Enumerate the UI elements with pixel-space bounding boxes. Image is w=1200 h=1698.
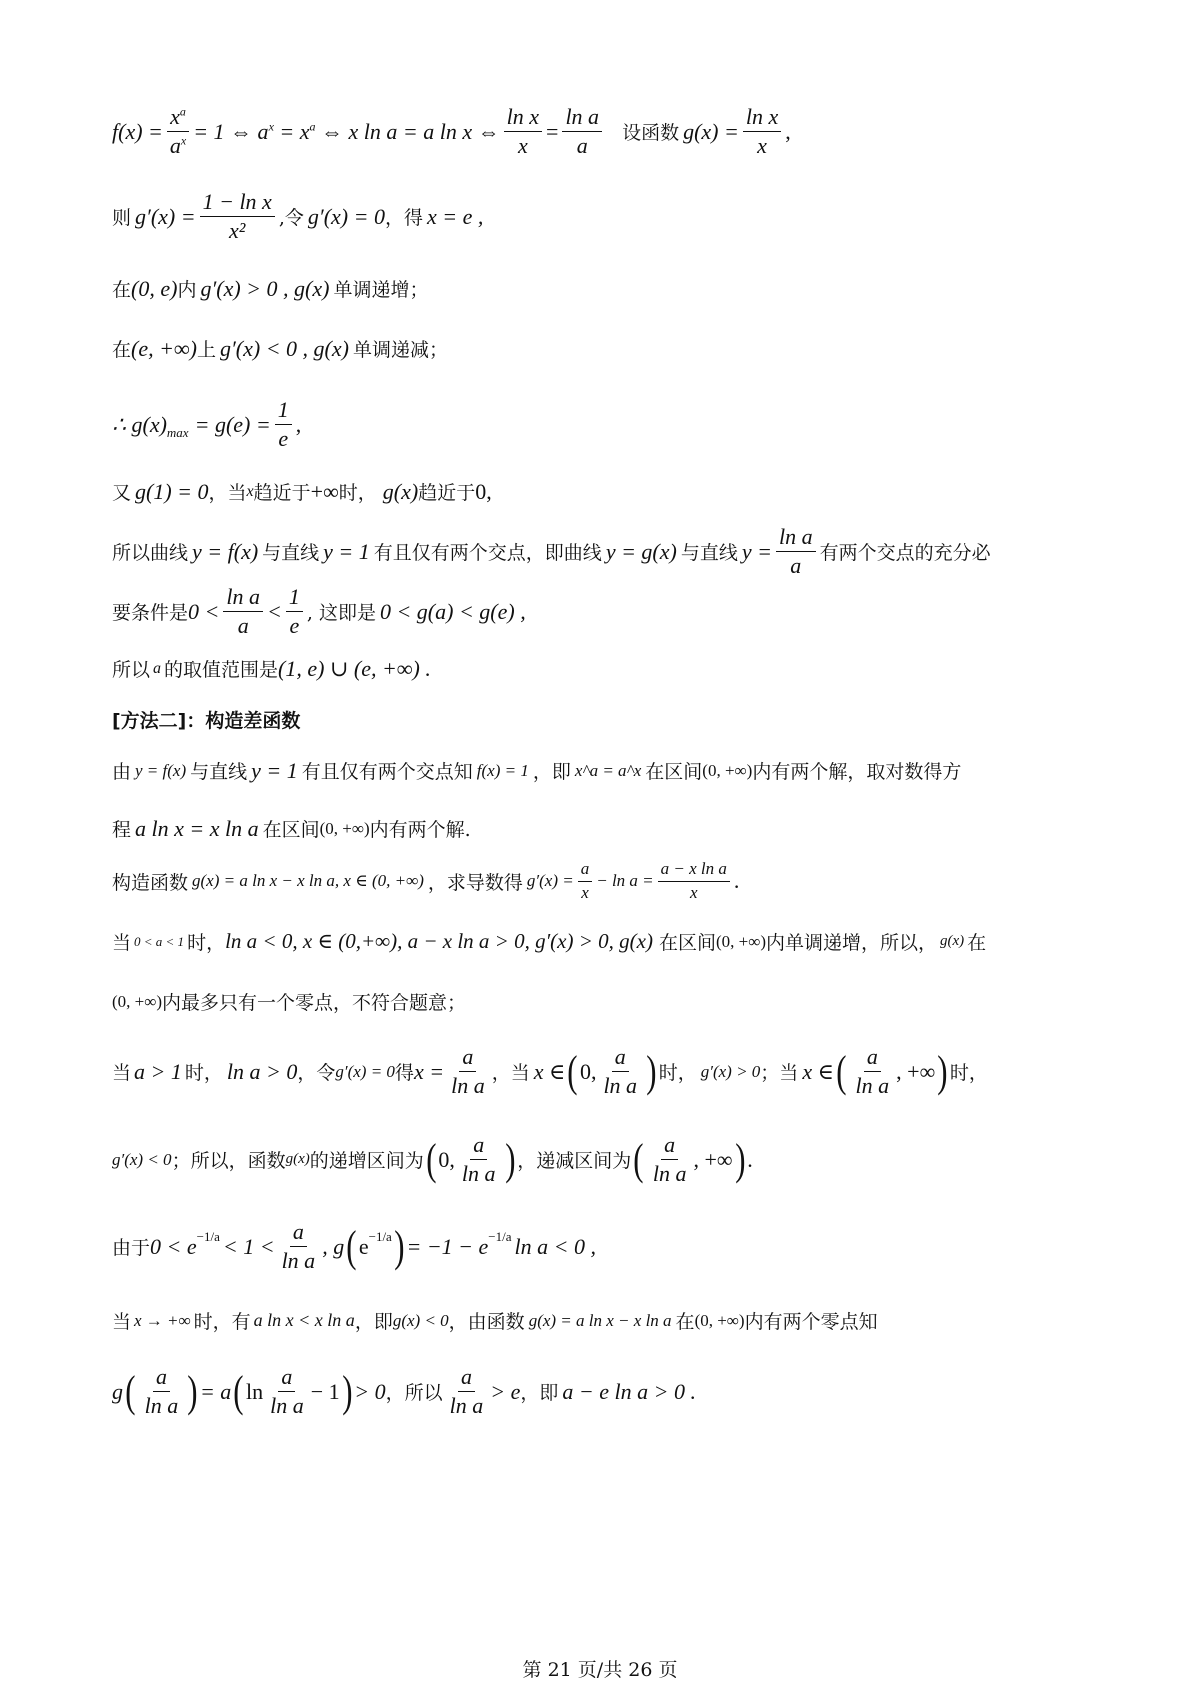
text-when: ，当	[208, 482, 247, 504]
frac-numerator: a	[290, 1220, 307, 1247]
interval-start: 0,	[438, 1146, 455, 1172]
y-1: y = 1	[251, 757, 298, 783]
g-definition: g(x) =	[683, 118, 739, 144]
text-so: ，所以	[385, 1382, 443, 1405]
frac-denominator: ln a	[855, 1073, 890, 1099]
greater-zero: > 0	[354, 1378, 386, 1404]
text-when: 当	[112, 1062, 132, 1085]
fraction-a-x	[578, 860, 593, 902]
text-condition-is: 要条件是	[112, 602, 189, 625]
text-also: 又	[112, 482, 132, 504]
right-paren: )	[394, 1222, 405, 1272]
fraction-lna-a	[223, 585, 263, 638]
gprime-positive: g′(x) > 0	[700, 1061, 761, 1081]
text-ie: ，即	[520, 1382, 559, 1405]
left-paren: (	[346, 1222, 357, 1272]
left-paren: (	[836, 1047, 847, 1097]
right-paren: )	[341, 1367, 353, 1417]
text-with-line: 与直线	[262, 542, 320, 565]
frac-denominator: x	[517, 133, 528, 159]
line-6	[112, 478, 1102, 505]
interval: (0, +∞)	[319, 818, 370, 838]
text-know: 有且仅有两个交点知	[301, 761, 473, 783]
text-when: ，当	[491, 1062, 530, 1085]
frac-denominator: e	[289, 613, 300, 639]
text-time: 时，	[658, 1062, 697, 1085]
period: .	[747, 1146, 753, 1172]
frac-numerator: a	[612, 1045, 629, 1072]
frac-denominator: x	[690, 882, 698, 902]
x-in: x ∈	[802, 1058, 834, 1084]
line-8	[112, 585, 1102, 638]
right-paren: )	[937, 1047, 948, 1097]
log-equation: a ln x = x ln a	[135, 815, 259, 841]
fraction-a-lna	[853, 1045, 893, 1098]
text-so-curve: 所以曲线	[112, 542, 189, 565]
text-two-solutions: 内有两个解.	[369, 819, 471, 841]
minus-one: − 1	[310, 1378, 340, 1404]
right-paren: )	[734, 1135, 746, 1185]
left-paren: (	[567, 1047, 578, 1097]
frac-numerator: 1	[286, 585, 303, 612]
text-ie: ，即	[532, 761, 571, 783]
equation-chain: = 1 ⇔ $a^x = x^a$ ⇔ x ln a = a ln x ⇔	[193, 118, 500, 144]
gprime: g′(x) =	[526, 871, 574, 891]
interval-end: , +∞	[693, 1146, 733, 1172]
text-get: ，得	[384, 207, 423, 230]
greater-e: > e	[490, 1378, 521, 1404]
frac-numerator: a	[578, 860, 593, 882]
text-in-interval: 在区间	[262, 819, 320, 841]
exponent: −1/a	[368, 1228, 392, 1244]
fraction-derivative	[200, 190, 275, 243]
exponent: −1/a	[196, 1228, 220, 1244]
text-time: 时，	[187, 932, 226, 954]
period: .	[733, 868, 740, 894]
text-within: 内	[177, 279, 197, 301]
conditions: ln a < 0, x ∈ (0,+∞), a − x ln a > 0, g′(x) > 0, g(x)	[225, 929, 653, 953]
left-paren: (	[633, 1135, 644, 1185]
text-time: 时，	[338, 482, 377, 504]
frac-numerator: a	[458, 1365, 475, 1392]
equals-a: = a	[199, 1378, 232, 1404]
frac-numerator: a	[153, 1365, 170, 1392]
interval: (0, +∞)	[694, 1310, 745, 1330]
x-equals: x =	[413, 1058, 445, 1084]
frac-denominator: a	[790, 553, 802, 579]
equals-ge: = g(e) =	[194, 411, 271, 437]
frac-numerator: 1 − ln x	[200, 190, 275, 217]
comma: ,	[486, 478, 492, 504]
fraction-combined	[658, 860, 730, 902]
left-paren: (	[233, 1367, 244, 1417]
fraction-a-lna	[142, 1365, 182, 1418]
text-increasing-interval: 的递增区间为	[309, 1150, 424, 1173]
line-12	[112, 815, 1102, 842]
frac-numerator: a − x ln a	[658, 860, 730, 882]
equals-sign: =	[546, 118, 559, 144]
range-answer: (1, e) ∪ (e, +∞) .	[278, 655, 431, 681]
text-in-interval: 在区间	[645, 761, 703, 783]
y-equals: y =	[741, 538, 772, 564]
frac-numerator: a	[470, 1133, 487, 1160]
fraction-lnx-x-2	[743, 105, 781, 158]
frac-denominator: ln a	[144, 1393, 179, 1419]
text-let: ,令	[278, 207, 304, 230]
y-fx: y = f(x)	[192, 538, 259, 564]
text-let: ，令	[297, 1062, 336, 1085]
text-tends-to: 趋近于	[253, 482, 311, 504]
frac-numerator: a	[459, 1045, 476, 1072]
text-when: ；当	[760, 1062, 799, 1085]
fraction-1-e	[286, 585, 303, 638]
comma: ,	[295, 411, 302, 437]
gprime-negative: g′(x) < 0	[112, 1149, 172, 1169]
f-definition: f(x) =	[112, 118, 163, 144]
text-have: 时，有	[193, 1311, 251, 1333]
line-3	[112, 275, 1102, 302]
xa-ax: x^a = a^x	[574, 760, 642, 780]
x-to-infinity: x → +∞	[134, 1310, 191, 1330]
frac-denominator: ln a	[652, 1161, 687, 1187]
line-1	[112, 105, 1102, 158]
condition: g′(x) > 0 , g(x)	[200, 275, 330, 301]
condition: g′(x) < 0 , g(x)	[219, 335, 349, 361]
frac-denominator: x	[757, 133, 767, 159]
text-ie: ，即	[354, 1311, 393, 1333]
frac-numerator: ln x	[743, 105, 781, 132]
interval-end: , +∞	[896, 1058, 936, 1084]
text-on: 上	[196, 339, 216, 361]
x-in: x ∈	[533, 1058, 566, 1084]
text-so: 所以	[112, 659, 151, 681]
page-footer: 第 21 页/共 26 页	[522, 1659, 678, 1681]
text-two-solutions: 内有两个解，取对数得方	[752, 761, 962, 783]
fraction-lna-a	[562, 105, 602, 158]
plus-infinity: +∞	[310, 478, 339, 504]
text-with-line: 与直线	[190, 761, 248, 783]
y-1: y = 1	[323, 538, 370, 564]
frac-denominator: a	[237, 613, 249, 639]
zero-less: 0 <	[188, 598, 220, 624]
text-decreasing-interval: ，递减区间为	[517, 1150, 632, 1173]
fx-1: f(x) = 1	[476, 760, 529, 780]
text-in-interval: 在区间	[658, 932, 716, 954]
fraction-xa-ax: $\frac{x^a}{a^x}$	[167, 105, 189, 158]
line-16	[112, 1045, 1102, 1098]
gx: g(x)	[382, 478, 419, 504]
text-increasing: 单调递增；	[333, 279, 429, 301]
text-get: 得	[394, 1062, 414, 1085]
interval-start: 0,	[579, 1058, 597, 1084]
g-definition: g(x) = a ln x − x ln a	[528, 1310, 672, 1330]
text-range-is: 的取值范围是	[164, 659, 279, 681]
interval: (0, +∞)	[715, 931, 766, 951]
text-so-function: ；所以，函数	[171, 1150, 286, 1173]
frac-numerator: ln x	[504, 105, 542, 132]
line-9	[112, 655, 1102, 682]
final-inequality: a − e ln a > 0 .	[562, 1378, 696, 1404]
frac-numerator: a	[278, 1365, 295, 1392]
fraction-1-e	[275, 398, 292, 451]
fraction-a-lna	[267, 1365, 307, 1418]
right-paren: )	[187, 1367, 198, 1417]
text-equation: 程	[112, 819, 132, 841]
text-two-intersections: 有且仅有两个交点，即曲线	[373, 542, 602, 565]
frac-numerator: a	[661, 1133, 678, 1160]
y-gx: y = g(x)	[605, 538, 677, 564]
text-then: 则	[112, 207, 132, 230]
frac-denominator: e	[278, 426, 289, 452]
frac-denominator: ln a	[449, 1393, 484, 1419]
line-17	[112, 1133, 1102, 1186]
text-sufficient: 有两个交点的充分必	[819, 542, 991, 565]
fraction-a-lna	[459, 1133, 499, 1186]
frac-denominator: ln a	[281, 1248, 316, 1274]
text-time: 时，	[949, 1062, 988, 1085]
text-in: 在	[112, 339, 132, 361]
gx: g(x)	[285, 1151, 310, 1168]
line-11	[112, 757, 1102, 784]
minus-lna: − ln a =	[596, 871, 654, 891]
interval: (0, +∞)	[112, 991, 163, 1011]
g: g	[112, 1378, 123, 1404]
fraction-a-lna	[279, 1220, 319, 1273]
text-at: 在	[967, 932, 987, 954]
text-derivative: ，求导数得	[427, 871, 523, 894]
line-4	[112, 335, 1102, 362]
text-construct: 构造函数	[112, 871, 189, 894]
text-in: 在	[112, 279, 132, 301]
subscript-max: max	[166, 424, 189, 440]
zero-less-e: 0 < e	[150, 1233, 197, 1259]
right-paren: )	[646, 1047, 657, 1097]
text-since: 由于	[112, 1237, 151, 1260]
text-in: 在	[675, 1311, 695, 1333]
text-from: 由	[112, 761, 132, 783]
text-tends-to: 趋近于	[418, 482, 476, 504]
therefore-g: ∴ g(x)	[112, 411, 167, 437]
a-gt-1: a > 1	[134, 1058, 182, 1084]
inequality: a ln x < x ln a	[253, 1310, 355, 1330]
frac-denominator: ln a	[270, 1393, 304, 1419]
line-7	[112, 525, 1102, 578]
less-one-less: < 1 <	[222, 1233, 275, 1259]
var-x: x	[246, 482, 254, 500]
section-heading: [方法二]：构造差函数	[112, 710, 301, 732]
text-by-function: ，由函数	[448, 1311, 525, 1333]
right-paren: )	[504, 1135, 515, 1185]
text-at-most-one-zero: 内最多只有一个零点，不符合题意；	[162, 992, 467, 1014]
a-range: 0 < a < 1	[134, 933, 185, 949]
text-time: 时，	[184, 1062, 223, 1085]
text-which-is: , 这即是	[306, 602, 376, 625]
text-decreasing: 单调递减；	[352, 339, 448, 361]
line-20	[112, 1365, 1102, 1418]
fraction-a-lna	[447, 1365, 487, 1418]
frac-numerator: a	[864, 1045, 881, 1072]
interval: (0, e)	[131, 275, 178, 301]
line-13	[112, 860, 1102, 902]
fraction-lna-a	[776, 525, 816, 578]
lna-positive: ln a > 0	[226, 1058, 298, 1084]
line-14	[112, 928, 1102, 955]
text-two-zeros: 内有两个零点知	[744, 1311, 878, 1333]
x-equals-e: x = e ,	[426, 203, 484, 229]
y-fx: y = f(x)	[135, 760, 187, 780]
frac-numerator: 1	[275, 398, 292, 425]
gprime-zero: g′(x) = 0	[335, 1061, 395, 1081]
g1-zero: g(1) = 0	[135, 478, 209, 504]
frac-numerator: ln a	[223, 585, 263, 612]
line-5	[112, 398, 1102, 451]
frac-numerator: ln a	[776, 525, 816, 552]
line-10	[112, 706, 1102, 733]
fraction-lnx-x	[504, 105, 542, 158]
text-increasing-so: 内单调递增，所以，	[766, 932, 938, 954]
interval: (e, +∞)	[131, 335, 197, 361]
lna-negative: ln a < 0 ,	[514, 1233, 596, 1259]
text-with-line: 与直线	[680, 542, 738, 565]
text-when: 当	[112, 932, 132, 954]
gx-negative: g(x) < 0	[392, 1310, 449, 1330]
line-19	[112, 1307, 1102, 1334]
fraction-a-lna	[600, 1045, 640, 1098]
comma: ,	[785, 118, 791, 144]
line-18	[112, 1220, 1102, 1273]
left-paren: (	[425, 1135, 437, 1185]
text-when: 当	[112, 1311, 132, 1333]
interval: (0, +∞)	[702, 760, 753, 780]
frac-denominator: ln a	[603, 1073, 638, 1099]
frac-denominator: x	[581, 882, 589, 902]
gprime-expression: g′(x) =	[135, 203, 196, 229]
fraction-a-lna	[650, 1133, 690, 1186]
text-set-function: 设函数	[622, 122, 680, 145]
gprime-zero: g′(x) = 0	[307, 203, 385, 229]
gx: g(x)	[940, 933, 965, 949]
less-than: <	[267, 598, 282, 624]
comma-g: , g	[322, 1233, 345, 1259]
frac-denominator: a	[576, 133, 588, 159]
frac-denominator: ln a	[451, 1073, 485, 1099]
inequality-ga: 0 < g(a) < g(e) ,	[379, 598, 526, 624]
base-e: e	[358, 1233, 369, 1259]
minus-one-minus-e: = −1 − e	[406, 1233, 489, 1259]
g-construct: g(x) = a ln x − x ln a, x ∈ (0, +∞)	[192, 871, 424, 891]
zero: 0	[475, 478, 487, 504]
line-15	[112, 988, 1102, 1015]
frac-denominator: x²	[229, 218, 246, 244]
fraction-a-lna	[448, 1045, 488, 1098]
line-2	[112, 190, 1102, 243]
frac-denominator: ln a	[461, 1161, 496, 1187]
frac-numerator: ln a	[562, 105, 602, 132]
var-a: a	[153, 659, 162, 677]
exponent: −1/a	[488, 1228, 512, 1244]
left-paren: (	[125, 1367, 136, 1417]
ln: ln	[245, 1378, 264, 1404]
